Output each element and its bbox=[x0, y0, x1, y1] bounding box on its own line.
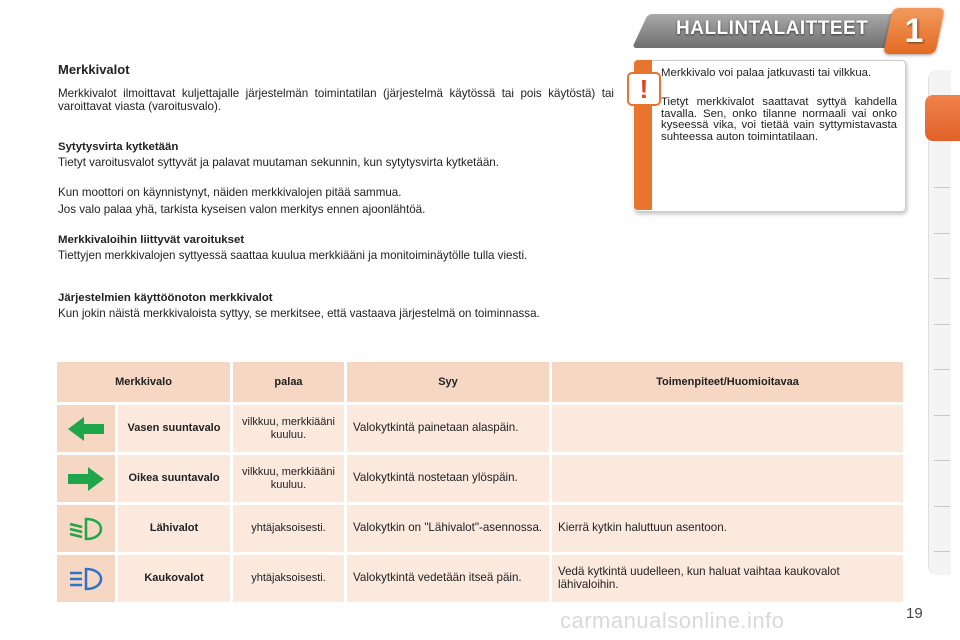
watermark: carmanualsonline.info bbox=[560, 608, 785, 633]
systems-paragraph: Kun jokin näistä merkkivaloista syttyy, se merkitsee, että vastaava järjestelmä on toiminnassa. bbox=[58, 307, 540, 320]
chapter-tab-divider bbox=[934, 187, 950, 188]
section-title: HALLINTALAITTEET bbox=[676, 18, 869, 39]
warning-paragraph-2: Tietyt merkkivalot saattavat syttyä kahdella tavalla. Sen, onko tilanne normaali vai onko kyseessä vika, voi tietää vain syttymistavasta suhteessa auton toimintatilaan. bbox=[661, 96, 897, 143]
warnings-paragraph: Tiettyjen merkkivalojen syttyessä saattaa kuulua merkkiääni ja monitoiminäytölle tulla viesti. bbox=[58, 249, 528, 262]
indicator-cause: Valokytkintä vedetään itseä päin. bbox=[347, 555, 549, 602]
section-heading-ignition: Sytytysvirta kytketään bbox=[58, 141, 179, 153]
low-beam-icon bbox=[66, 515, 106, 543]
indicator-cause: Valokytkintä painetaan alaspäin. bbox=[347, 405, 549, 452]
left-arrow-icon bbox=[66, 415, 106, 443]
intro-paragraph: Merkkivalot ilmoittavat kuljettajalle järjestelmän toimintatilan (järjestelmä käytössä tai pois käytöstä) tai varoittavat viasta (varoitusvalo). bbox=[58, 87, 614, 113]
table-header: palaa bbox=[233, 362, 344, 402]
indicator-name: Kaukovalot bbox=[118, 555, 230, 602]
indicator-cause: Valokytkintä nostetaan ylöspäin. bbox=[347, 455, 549, 502]
chapter-tab-divider bbox=[934, 415, 950, 416]
indicator-action: Vedä kytkintä uudelleen, kun haluat vaihtaa kaukovalot lähivaloihin. bbox=[552, 555, 903, 602]
indicator-state: yhtäjaksoisesti. bbox=[233, 505, 344, 552]
page-heading: Merkkivalot bbox=[58, 62, 130, 77]
warning-paragraph-1: Merkkivalo voi palaa jatkuvasti tai vilkkua. bbox=[661, 67, 872, 79]
indicator-icon-cell bbox=[57, 455, 115, 502]
table-header: Toimenpiteet/Huomioitavaa bbox=[552, 362, 903, 402]
indicator-icon-cell bbox=[57, 555, 115, 602]
chapter-tab-divider bbox=[934, 369, 950, 370]
indicator-state: vilkkuu, merkkiääni kuuluu. bbox=[233, 455, 344, 502]
indicator-name: Vasen suuntavalo bbox=[118, 405, 230, 452]
table-header: Merkkivalo bbox=[57, 362, 230, 402]
indicator-icon-cell bbox=[57, 405, 115, 452]
indicator-action: Kierrä kytkin haluttuun asentoon. bbox=[552, 505, 903, 552]
indicator-state: yhtäjaksoisesti. bbox=[233, 555, 344, 602]
ignition-paragraph-2: Kun moottori on käynnistynyt, näiden merkkivalojen pitää sammua. bbox=[58, 186, 402, 199]
chapter-tab-divider bbox=[934, 460, 950, 461]
right-arrow-icon bbox=[66, 465, 106, 493]
section-heading-systems: Järjestelmien käyttöönoton merkkivalot bbox=[58, 292, 273, 304]
chapter-number: 1 bbox=[904, 12, 924, 50]
chapter-tab-divider bbox=[934, 506, 950, 507]
chapter-tab-divider bbox=[934, 551, 950, 552]
ignition-paragraph-1: Tietyt varoitusvalot syttyvät ja palavat muutaman sekunnin, kun sytytysvirta kytketään. bbox=[58, 156, 499, 169]
page-number: 19 bbox=[906, 605, 923, 622]
section-heading-warnings: Merkkivaloihin liittyvät varoitukset bbox=[58, 234, 245, 246]
ignition-paragraph-3: Jos valo palaa yhä, tarkista kyseisen valon merkitys ennen ajoonlähtöä. bbox=[58, 203, 426, 216]
chapter-tab-divider bbox=[934, 324, 950, 325]
high-beam-icon bbox=[66, 565, 106, 593]
chapter-tab-rail bbox=[928, 70, 951, 575]
indicator-cause: Valokytkin on "Lähivalot"-asennossa. bbox=[347, 505, 549, 552]
chapter-tab-divider bbox=[934, 233, 950, 234]
indicator-name: Lähivalot bbox=[118, 505, 230, 552]
table-header: Syy bbox=[347, 362, 549, 402]
indicator-action bbox=[552, 455, 903, 502]
indicator-action bbox=[552, 405, 903, 452]
indicator-icon-cell bbox=[57, 505, 115, 552]
indicator-state: vilkkuu, merkkiääni kuuluu. bbox=[233, 405, 344, 452]
chapter-tab-divider bbox=[934, 278, 950, 279]
warning-icon: ! bbox=[627, 72, 661, 106]
chapter-tab-active[interactable] bbox=[925, 95, 960, 141]
indicator-name: Oikea suuntavalo bbox=[118, 455, 230, 502]
